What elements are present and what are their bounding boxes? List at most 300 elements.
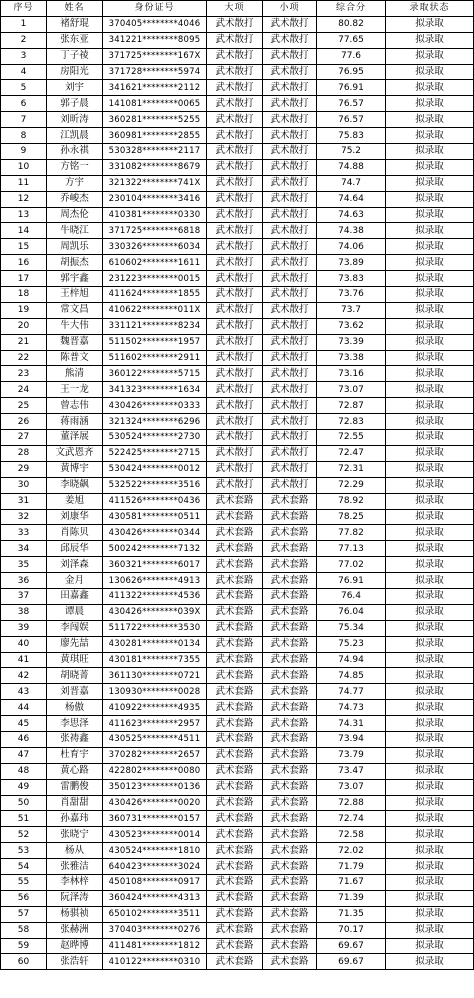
cell-serial-number: 28 [1,445,47,461]
cell-id-number: 411481********1812 [103,938,207,954]
cell-minor-event: 武术散打 [263,159,317,175]
cell-composite-score: 73.47 [317,763,386,779]
cell-admission-status: 拟录取 [386,493,474,509]
cell-id-number: 430525********4511 [103,731,207,747]
cell-name: 周凯乐 [47,239,103,255]
cell-serial-number: 23 [1,366,47,382]
cell-major-event: 武术套路 [207,859,263,875]
cell-name: 雷鹏俊 [47,779,103,795]
cell-minor-event: 武术套路 [263,700,317,716]
cell-major-event: 武术套路 [207,493,263,509]
cell-id-number: 430581********0511 [103,509,207,525]
table-row [1,493,474,509]
cell-minor-event: 武术套路 [263,493,317,509]
cell-minor-event: 武术散打 [263,48,317,64]
cell-id-number: 130930********0028 [103,684,207,700]
cell-serial-number: 48 [1,763,47,779]
cell-serial-number: 37 [1,588,47,604]
cell-id-number: 331082********8679 [103,159,207,175]
cell-major-event: 武术套路 [207,700,263,716]
cell-name: 刘泽森 [47,557,103,573]
cell-id-number: 430524********1810 [103,843,207,859]
cell-admission-status: 拟录取 [386,144,474,160]
cell-admission-status: 拟录取 [386,382,474,398]
cell-id-number: 360981********2855 [103,128,207,144]
cell-major-event: 武术套路 [207,827,263,843]
cell-composite-score: 77.13 [317,541,386,557]
cell-serial-number: 18 [1,287,47,303]
cell-minor-event: 武术散打 [263,461,317,477]
cell-major-event: 武术散打 [207,112,263,128]
cell-admission-status: 拟录取 [386,461,474,477]
cell-id-number: 321322********741X [103,175,207,191]
cell-composite-score: 73.89 [317,255,386,271]
cell-composite-score: 71.39 [317,890,386,906]
cell-minor-event: 武术套路 [263,731,317,747]
cell-id-number: 410622********011X [103,302,207,318]
table-row [1,731,474,747]
cell-major-event: 武术套路 [207,573,263,589]
cell-serial-number: 60 [1,954,47,970]
cell-id-number: 341221********8095 [103,32,207,48]
cell-major-event: 武术套路 [207,954,263,970]
cell-name: 张晓宁 [47,827,103,843]
cell-composite-score: 73.62 [317,318,386,334]
cell-major-event: 武术散打 [207,80,263,96]
cell-name: 王一龙 [47,382,103,398]
table-row [1,747,474,763]
cell-admission-status: 拟录取 [386,64,474,80]
cell-serial-number: 54 [1,859,47,875]
cell-minor-event: 武术散打 [263,302,317,318]
cell-admission-status: 拟录取 [386,255,474,271]
cell-serial-number: 20 [1,318,47,334]
cell-id-number: 511722********3530 [103,620,207,636]
cell-name: 乔峻杰 [47,191,103,207]
cell-major-event: 武术散打 [207,64,263,80]
cell-composite-score: 74.85 [317,668,386,684]
cell-composite-score: 76.57 [317,112,386,128]
cell-admission-status: 拟录取 [386,811,474,827]
cell-composite-score: 75.23 [317,636,386,652]
cell-minor-event: 武术散打 [263,318,317,334]
cell-serial-number: 9 [1,144,47,160]
cell-minor-event: 武术套路 [263,541,317,557]
cell-major-event: 武术散打 [207,287,263,303]
table-row [1,890,474,906]
cell-major-event: 武术散打 [207,255,263,271]
cell-major-event: 武术套路 [207,795,263,811]
table-row [1,334,474,350]
cell-composite-score: 74.77 [317,684,386,700]
table-row [1,96,474,112]
table-row [1,604,474,620]
table-row [1,430,474,446]
cell-name: 张雅洁 [47,859,103,875]
cell-composite-score: 72.47 [317,445,386,461]
cell-serial-number: 34 [1,541,47,557]
cell-minor-event: 武术散打 [263,477,317,493]
cell-serial-number: 58 [1,922,47,938]
cell-admission-status: 拟录取 [386,239,474,255]
cell-serial-number: 31 [1,493,47,509]
table-row [1,811,474,827]
cell-composite-score: 73.38 [317,350,386,366]
cell-major-event: 武术套路 [207,922,263,938]
cell-name: 董泽展 [47,430,103,446]
cell-id-number: 530328********2117 [103,144,207,160]
cell-composite-score: 75.34 [317,620,386,636]
cell-serial-number: 33 [1,525,47,541]
cell-composite-score: 74.88 [317,159,386,175]
cell-minor-event: 武术套路 [263,668,317,684]
cell-name: 张浩轩 [47,954,103,970]
cell-serial-number: 25 [1,398,47,414]
table-body [1,16,474,969]
cell-admission-status: 拟录取 [386,557,474,573]
table-row [1,239,474,255]
cell-composite-score: 73.83 [317,271,386,287]
cell-major-event: 武术散打 [207,191,263,207]
cell-admission-status: 拟录取 [386,763,474,779]
cell-major-event: 武术散打 [207,32,263,48]
cell-name: 郭宇鑫 [47,271,103,287]
cell-composite-score: 74.64 [317,191,386,207]
cell-major-event: 武术散打 [207,239,263,255]
cell-composite-score: 69.67 [317,954,386,970]
table-row [1,302,474,318]
cell-minor-event: 武术散打 [263,128,317,144]
table-row [1,636,474,652]
cell-id-number: 450108********0917 [103,874,207,890]
cell-admission-status: 拟录取 [386,604,474,620]
cell-minor-event: 武术套路 [263,652,317,668]
cell-name: 王梓旭 [47,287,103,303]
cell-admission-status: 拟录取 [386,128,474,144]
cell-serial-number: 41 [1,652,47,668]
cell-major-event: 武术散打 [207,398,263,414]
cell-id-number: 640423********3024 [103,859,207,875]
cell-serial-number: 32 [1,509,47,525]
cell-serial-number: 40 [1,636,47,652]
cell-id-number: 430426********0020 [103,795,207,811]
cell-id-number: 411624********1855 [103,287,207,303]
cell-admission-status: 拟录取 [386,398,474,414]
cell-composite-score: 76.4 [317,588,386,604]
cell-name: 杜育宇 [47,747,103,763]
cell-composite-score: 73.79 [317,747,386,763]
cell-minor-event: 武术散打 [263,191,317,207]
cell-composite-score: 72.83 [317,414,386,430]
cell-minor-event: 武术套路 [263,588,317,604]
cell-name: 曾志伟 [47,398,103,414]
cell-name: 黄博宇 [47,461,103,477]
cell-name: 蒋雨涵 [47,414,103,430]
cell-admission-status: 拟录取 [386,525,474,541]
cell-serial-number: 19 [1,302,47,318]
cell-minor-event: 武术散打 [263,112,317,128]
cell-major-event: 武术散打 [207,16,263,32]
cell-id-number: 371725********167X [103,48,207,64]
cell-serial-number: 55 [1,874,47,890]
cell-minor-event: 武术套路 [263,716,317,732]
cell-composite-score: 72.55 [317,430,386,446]
cell-name: 姜旭 [47,493,103,509]
cell-admission-status: 拟录取 [386,954,474,970]
cell-minor-event: 武术散打 [263,64,317,80]
cell-major-event: 武术散打 [207,414,263,430]
cell-id-number: 522425********2715 [103,445,207,461]
cell-composite-score: 74.73 [317,700,386,716]
cell-minor-event: 武术散打 [263,96,317,112]
cell-name: 阮泽涛 [47,890,103,906]
cell-major-event: 武术套路 [207,684,263,700]
cell-major-event: 武术套路 [207,716,263,732]
cell-composite-score: 74.31 [317,716,386,732]
cell-major-event: 武术散打 [207,144,263,160]
cell-major-event: 武术套路 [207,541,263,557]
cell-admission-status: 拟录取 [386,636,474,652]
cell-composite-score: 73.07 [317,382,386,398]
table-row [1,716,474,732]
cell-name: 褚舒琨 [47,16,103,32]
cell-admission-status: 拟录取 [386,859,474,875]
cell-id-number: 360321********6017 [103,557,207,573]
cell-name: 刘昕涛 [47,112,103,128]
cell-major-event: 武术散打 [207,366,263,382]
cell-composite-score: 76.95 [317,64,386,80]
cell-serial-number: 24 [1,382,47,398]
cell-admission-status: 拟录取 [386,684,474,700]
table-row [1,509,474,525]
cell-composite-score: 76.57 [317,96,386,112]
cell-id-number: 511602********2911 [103,350,207,366]
cell-id-number: 430181********7355 [103,652,207,668]
cell-name: 丁子祾 [47,48,103,64]
header-composite-score: 综合分 [317,1,386,17]
cell-serial-number: 39 [1,620,47,636]
cell-serial-number: 47 [1,747,47,763]
cell-major-event: 武术套路 [207,938,263,954]
table-row [1,32,474,48]
cell-serial-number: 53 [1,843,47,859]
cell-composite-score: 74.63 [317,207,386,223]
cell-major-event: 武术散打 [207,318,263,334]
cell-major-event: 武术散打 [207,223,263,239]
header-id-number: 身份证号 [103,1,207,17]
cell-composite-score: 73.16 [317,366,386,382]
cell-serial-number: 7 [1,112,47,128]
cell-id-number: 371728********5974 [103,64,207,80]
cell-minor-event: 武术散打 [263,32,317,48]
cell-id-number: 370403********0276 [103,922,207,938]
cell-major-event: 武术散打 [207,271,263,287]
cell-composite-score: 76.91 [317,80,386,96]
cell-admission-status: 拟录取 [386,80,474,96]
cell-serial-number: 10 [1,159,47,175]
cell-serial-number: 16 [1,255,47,271]
header-name: 姓名 [47,1,103,17]
table-row [1,557,474,573]
table-row [1,874,474,890]
cell-name: 李林梓 [47,874,103,890]
cell-composite-score: 80.82 [317,16,386,32]
cell-name: 赵晔博 [47,938,103,954]
cell-minor-event: 武术套路 [263,938,317,954]
cell-name: 李闯娱 [47,620,103,636]
cell-minor-event: 武术散打 [263,445,317,461]
cell-minor-event: 武术散打 [263,287,317,303]
cell-minor-event: 武术散打 [263,80,317,96]
header-admission-status: 录取状态 [386,1,474,17]
cell-id-number: 410922********4935 [103,700,207,716]
cell-major-event: 武术套路 [207,890,263,906]
cell-admission-status: 拟录取 [386,445,474,461]
cell-composite-score: 72.88 [317,795,386,811]
cell-id-number: 500242********7132 [103,541,207,557]
cell-minor-event: 武术套路 [263,747,317,763]
cell-name: 肖甜甜 [47,795,103,811]
table-row [1,112,474,128]
cell-admission-status: 拟录取 [386,175,474,191]
cell-serial-number: 29 [1,461,47,477]
cell-name: 熊清 [47,366,103,382]
cell-admission-status: 拟录取 [386,477,474,493]
cell-name: 孙嘉玮 [47,811,103,827]
cell-composite-score: 78.92 [317,493,386,509]
table-row [1,827,474,843]
cell-name: 孙永祺 [47,144,103,160]
table-row [1,763,474,779]
cell-id-number: 430426********0333 [103,398,207,414]
table-row [1,175,474,191]
cell-name: 牛大伟 [47,318,103,334]
cell-composite-score: 72.58 [317,827,386,843]
cell-minor-event: 武术套路 [263,684,317,700]
cell-minor-event: 武术散打 [263,239,317,255]
table-row [1,588,474,604]
cell-admission-status: 拟录取 [386,827,474,843]
cell-admission-status: 拟录取 [386,716,474,732]
cell-id-number: 422802********0080 [103,763,207,779]
cell-name: 方铭一 [47,159,103,175]
cell-minor-event: 武术套路 [263,795,317,811]
cell-minor-event: 武术散打 [263,207,317,223]
cell-major-event: 武术套路 [207,668,263,684]
cell-composite-score: 77.82 [317,525,386,541]
cell-id-number: 350123********0136 [103,779,207,795]
header-serial-number: 序号 [1,1,47,17]
cell-id-number: 411322********4536 [103,588,207,604]
cell-serial-number: 38 [1,604,47,620]
table-header-row [1,1,474,17]
cell-minor-event: 武术散打 [263,175,317,191]
cell-major-event: 武术套路 [207,588,263,604]
cell-minor-event: 武术套路 [263,811,317,827]
table-row [1,461,474,477]
cell-major-event: 武术散打 [207,175,263,191]
table-row [1,80,474,96]
cell-composite-score: 77.65 [317,32,386,48]
cell-id-number: 360122********5715 [103,366,207,382]
cell-name: 魏晋嘉 [47,334,103,350]
cell-id-number: 341323********1634 [103,382,207,398]
table-row [1,620,474,636]
cell-admission-status: 拟录取 [386,843,474,859]
cell-id-number: 371725********6818 [103,223,207,239]
table-row [1,954,474,970]
cell-name: 张东亚 [47,32,103,48]
cell-serial-number: 59 [1,938,47,954]
cell-minor-event: 武术套路 [263,906,317,922]
table-row [1,859,474,875]
cell-minor-event: 武术套路 [263,620,317,636]
cell-admission-status: 拟录取 [386,223,474,239]
cell-major-event: 武术套路 [207,509,263,525]
cell-minor-event: 武术套路 [263,604,317,620]
cell-major-event: 武术散打 [207,350,263,366]
cell-name: 肖陈贝 [47,525,103,541]
cell-name: 李思泽 [47,716,103,732]
cell-serial-number: 50 [1,795,47,811]
table-row [1,779,474,795]
cell-admission-status: 拟录取 [386,700,474,716]
cell-major-event: 武术套路 [207,874,263,890]
cell-major-event: 武术散打 [207,382,263,398]
table-row [1,16,474,32]
cell-serial-number: 57 [1,906,47,922]
cell-admission-status: 拟录取 [386,890,474,906]
cell-major-event: 武术散打 [207,302,263,318]
cell-major-event: 武术套路 [207,652,263,668]
cell-admission-status: 拟录取 [386,112,474,128]
table-row [1,128,474,144]
cell-id-number: 610602********1611 [103,255,207,271]
cell-admission-status: 拟录取 [386,48,474,64]
cell-id-number: 141081********0065 [103,96,207,112]
cell-major-event: 武术散打 [207,207,263,223]
cell-minor-event: 武术套路 [263,557,317,573]
cell-major-event: 武术套路 [207,763,263,779]
cell-major-event: 武术散打 [207,430,263,446]
cell-composite-score: 72.29 [317,477,386,493]
cell-minor-event: 武术散打 [263,382,317,398]
cell-name: 常文昌 [47,302,103,318]
cell-serial-number: 56 [1,890,47,906]
cell-composite-score: 74.06 [317,239,386,255]
cell-serial-number: 30 [1,477,47,493]
cell-admission-status: 拟录取 [386,334,474,350]
cell-id-number: 530424********0012 [103,461,207,477]
table-row [1,843,474,859]
table-row [1,144,474,160]
cell-major-event: 武术套路 [207,731,263,747]
cell-composite-score: 74.94 [317,652,386,668]
table-row [1,48,474,64]
cell-admission-status: 拟录取 [386,541,474,557]
cell-id-number: 360281********5255 [103,112,207,128]
cell-id-number: 410381********0330 [103,207,207,223]
cell-admission-status: 拟录取 [386,668,474,684]
cell-admission-status: 拟录取 [386,938,474,954]
cell-admission-status: 拟录取 [386,16,474,32]
cell-serial-number: 45 [1,716,47,732]
cell-name: 文武恩齐 [47,445,103,461]
cell-minor-event: 武术套路 [263,763,317,779]
cell-id-number: 360424********4313 [103,890,207,906]
cell-serial-number: 11 [1,175,47,191]
cell-admission-status: 拟录取 [386,366,474,382]
